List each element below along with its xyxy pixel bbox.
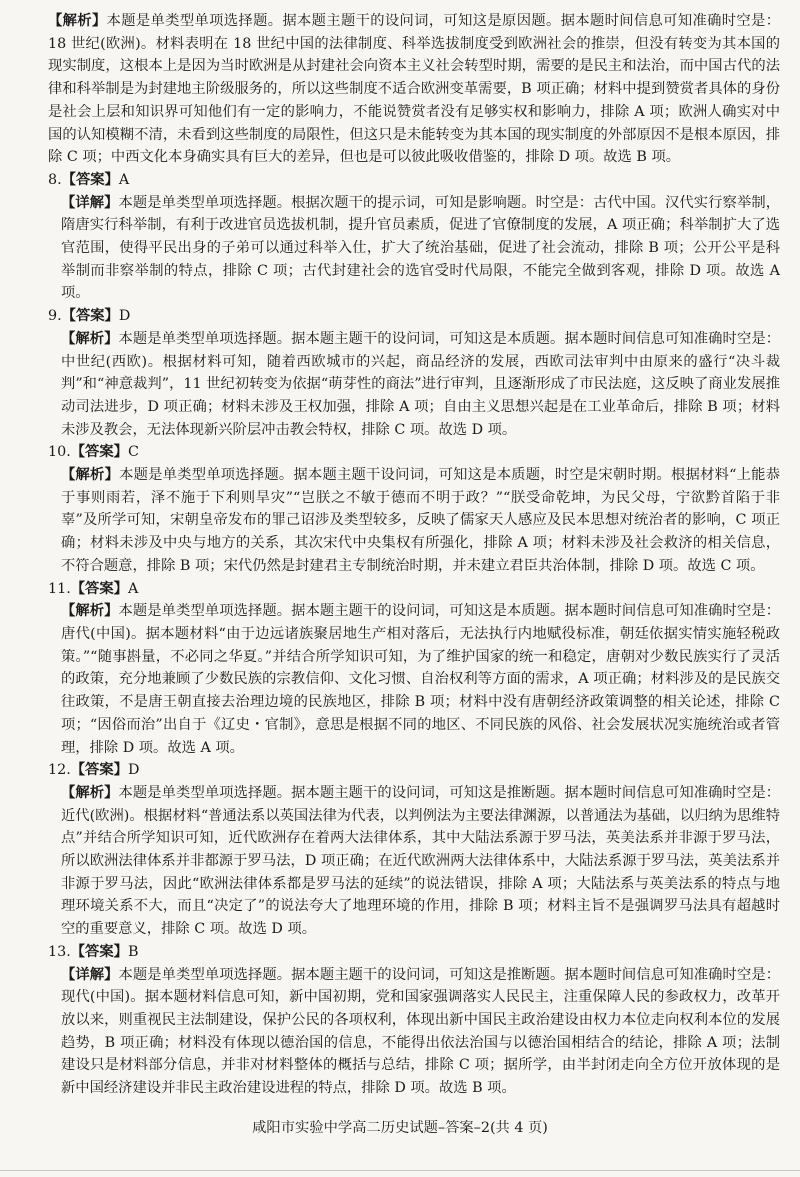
question-8 — [48, 169, 780, 305]
detail-text: 本题是单类型单项选择题。据本题主题干的设问词，可知这是本质题。据本题时间信息可知准确时空是：唐代(中国)。据本题材料“由于边远诸族聚居地生产相对落后，无法执行内地赋役标准，朝廷依据实情实施轻税政策。”“随事斟量，不必同之华夏。”并结合所学知识可知，为了维护国家的统一和稳定，唐朝对少数民族实行了灵活的政策，充分地兼顾了少数民族的宗教信仰、文化习惯、自治权利等方面的需求，A 项正确；材料涉及的是民族交往政策，不是唐王朝直接去治理边境的民族地区，排除 B 项；材料中没有唐朝经济政策调整的相关论述，排除 C 项；“因俗而治”出自于《辽史・官制》，意思是根据不同的地区、不同民族的风俗、社会发展状况实施统治或者管理，排除 D 项。故选 A 项。 — [61, 603, 780, 756]
answer-value: D — [118, 308, 131, 325]
answer-value: A — [118, 171, 130, 188]
answer-label: 【答案】 — [70, 762, 128, 779]
page-footer: 咸阳市实验中学高二历史试题–答案–2(共 4 页) — [252, 1120, 548, 1136]
question-11 — [48, 578, 780, 760]
answer-line — [48, 169, 780, 192]
question-number: 10. — [48, 444, 71, 461]
detail-text: 本题是单类型单项选择题。根据次题干的提示词，可知是影响题。时空是：古代中国。汉代实行察举制，隋唐实行科举制，有利于改进官员选拔机制，提升官员素质，促进了官僚制度的发展，A 项正确；科举制扩大了选官范围，使得平民出身的子弟可以通过科举入仕，扩大了统治基础，促进了社会流动，排除 B 项；公开公平是科举制而非察举制的特点，排除 C 项；古代封建社会的选官受时代局限，不能完全做到客观，排除 D 项。故选 A 项。 — [61, 194, 780, 302]
bottom-divider — [0, 1170, 800, 1171]
answer-value: A — [127, 580, 139, 597]
question-number: 13. — [48, 943, 71, 960]
answer-value: D — [127, 762, 140, 779]
answer-page — [48, 10, 780, 1100]
detail-label: 【解析】 — [61, 603, 119, 620]
detail-paragraph — [48, 600, 780, 759]
detail-paragraph — [48, 782, 780, 941]
detail-paragraph — [48, 328, 780, 442]
detail-text: 本题是单类型单项选择题。据本题主题干的设问词，可知这是本质题。据本题时间信息可知准确时空是：中世纪(西欧)。根据材料可知，随着西欧城市的兴起，商品经济的发展，西欧司法审判中由原来的盛行“决斗裁判”和“神意裁判”，11 世纪初转变为依据“萌芽性的商法”进行审判，且逐渐形成了市民法庭，这反映了商业发展推动司法进步，D 项正确；材料未涉及王权加强，排除 A 项；自由主义思想兴起是在工业革命后，排除 B 项；材料未涉及教会，无法体现新兴阶层冲击教会特权，排除 C 项。故选 D 项。 — [61, 330, 780, 438]
question-number: 11. — [48, 580, 71, 597]
analysis-label: 【解析】 — [48, 13, 107, 29]
detail-label: 【解析】 — [61, 467, 120, 484]
answer-line — [48, 305, 780, 328]
detail-label: 【详解】 — [61, 194, 119, 211]
detail-paragraph — [48, 192, 780, 306]
question-13 — [48, 941, 780, 1100]
detail-paragraph — [48, 464, 780, 578]
detail-text: 本题是单类型单项选择题。据本题主题干的设问词，可知这是推断题。据本题时间信息可知准确时空是：近代(欧洲)。根据材料“普通法系以英国法律为代表，以判例法为主要法律渊源，以普通法为基础，以归纳为思维特点”并结合所学知识可知，近代欧洲存在着两大法律体系，其中大陆法系源于罗马法，英美法系并非源于罗马法，所以欧洲法律体系并非都源于罗马法，D 项正确；在近代欧洲两大法律体系中，大陆法系源于罗马法，英美法系并非源于罗马法，因此“欧洲法律体系都是罗马法的延续”的说法错误，排除 A 项；大陆法系与英美法系的特点与地理环境关系不大，而且“决定了”的说法夸大了地理环境的作用，排除 B 项；材料主旨不是强调罗马法具有超越时空的重要意义，排除 C 项。故选 D 项。 — [61, 784, 781, 938]
question-10 — [48, 441, 780, 577]
detail-text: 本题是单类型单项选择题。据本题主题干的设问词，可知这是推断题。据本题时间信息可知准确时空是：现代(中国)。据本题材料信息可知，新中国初期，党和国家强调落实人民民主，注重保障人民的参政权力，改革开放以来，则重视民主法制建设，保护公民的各项权利，体现出新中国民主政治建设由权力本位走向权利本位的发展趋势，B 项正确；材料没有体现以德治国的信息，不能得出依法治国与以德治国相结合的结论，排除 A 项；法制建设只是材料部分信息，并非对材料整体的概括与总结，排除 C 项；据所学，由半封闭走向全方位开放体现的是新中国经济建设并非民主政治建设进程的特点，排除 D 项。故选 B 项。 — [61, 966, 780, 1097]
answer-label: 【答案】 — [70, 444, 128, 461]
detail-text: 本题是单类型单项选择题。据本题主题干设问词，可知这是本质题，时空是宋朝时期。根据材料“上能恭于事则雨若，泽不施于下利则旱灾”“岂朕之不敏于德而不明于政？”“朕受命乾坤，为民父母，宁欲黔首陷于非辜”及所学可知，宋朝皇帝发布的罪己诏涉及类型较多，反映了儒家天人感应及民本思想对统治者的影响，C 项正确；材料未涉及中央与地方的关系，其次宋代中央集权有所强化，排除 A 项；材料未涉及社会救济的相关信息，不符合题意，排除 B 项；宋代仍然是封建君主专制统治时期，并未建立君臣共治体制，排除 D 项。故选 C 项。 — [61, 467, 781, 574]
question-number: 9. — [48, 308, 62, 325]
answer-line — [48, 578, 780, 601]
answer-label: 【答案】 — [61, 308, 119, 325]
answer-label: 【答案】 — [70, 943, 128, 960]
answer-line — [48, 441, 780, 464]
answer-value: B — [127, 943, 139, 960]
detail-label: 【解析】 — [61, 330, 119, 347]
detail-label: 【详解】 — [61, 966, 119, 983]
detail-paragraph — [48, 964, 780, 1100]
question-9 — [48, 305, 780, 441]
answer-value: C — [127, 444, 139, 461]
question-number: 8. — [48, 171, 62, 188]
question-number: 12. — [48, 762, 71, 779]
answer-label: 【答案】 — [70, 580, 128, 597]
intro-analysis — [48, 10, 780, 169]
analysis-text: 本题是单类型单项选择题。据本题主题干的设问词，可知这是原因题。据本题时间信息可知准确时空是：18 世纪(欧洲)。材料表明在 18 世纪中国的法律制度、科举选拔制度受到欧洲社会的推崇，但没有转变为其本国的现实制度，这根本上是因为当时欧洲是从封建社会向资本主义社会转型时期，需要的是民主和法治，而中国古代的法律和科举制是为封建地主阶级服务的，所以这些制度不适合欧洲变革需要，B 项正确；材料中提到赞赏者具体的身份是社会上层和知识界可知他们有一定的影响力，不能说赞赏者没有足够实权和影响力，排除 A 项；欧洲人确实对中国的认知模糊不清，未看到这些制度的局限性，但这只是未能转变为其本国的现实制度的外部原因不是根本原因，排除 C 项；中西文化本身确实具有巨大的差异，但也是可以彼此吸收借鉴的，排除 D 项。故选 B 项。 — [48, 13, 781, 166]
question-12 — [48, 759, 780, 941]
answer-label: 【答案】 — [61, 171, 119, 188]
detail-label: 【解析】 — [61, 784, 119, 801]
answer-line — [48, 941, 780, 964]
answer-line — [48, 759, 780, 782]
